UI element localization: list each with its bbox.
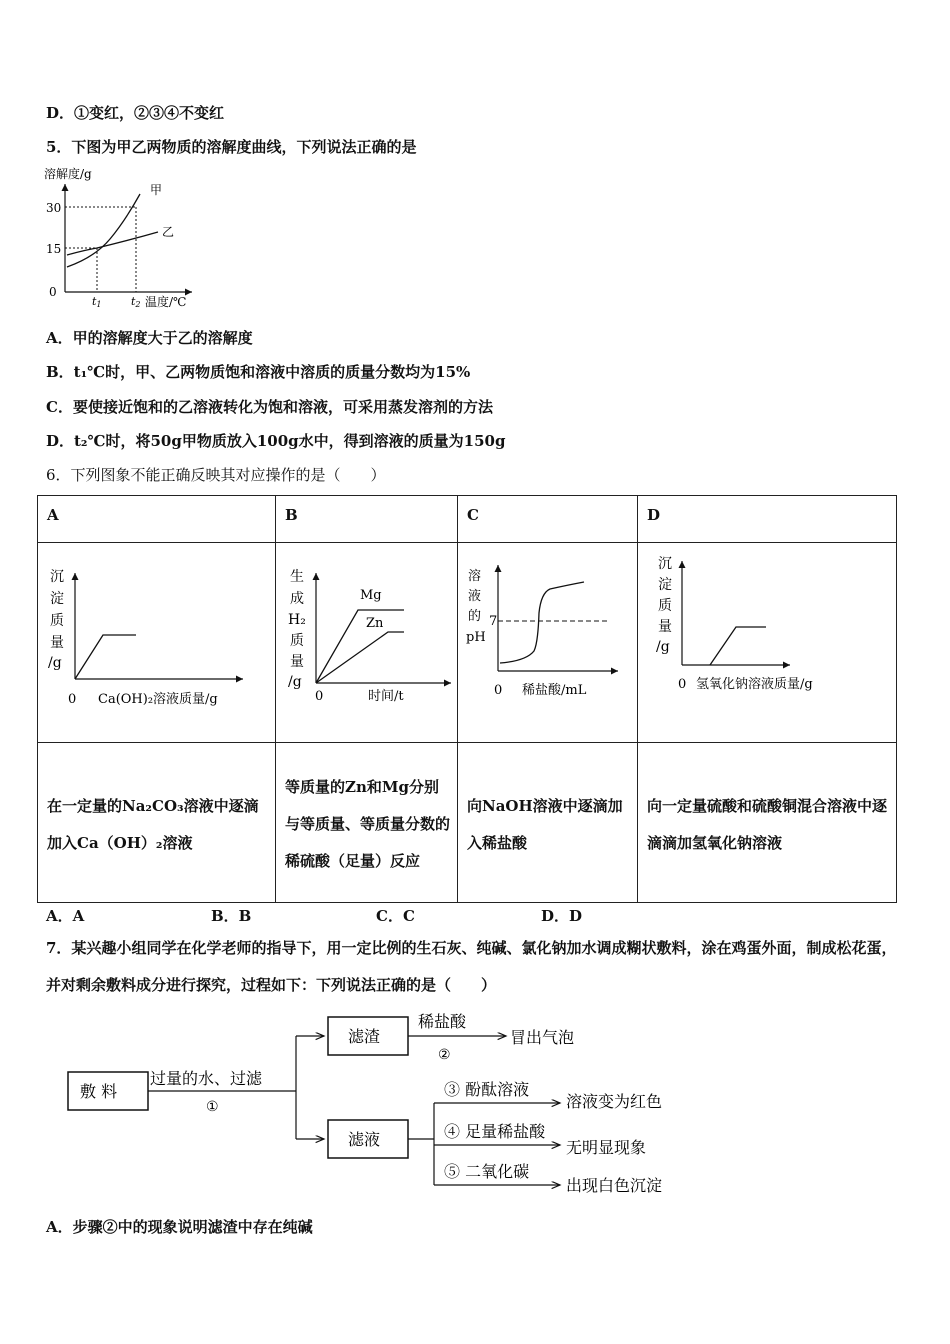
graph-c-origin: 0 — [494, 683, 503, 698]
svg-text:沉: 沉 — [658, 556, 672, 572]
origin-label: 0 — [49, 285, 57, 299]
flow-result5: 出现白色沉淀 — [566, 1176, 663, 1195]
q6-header-d: D — [638, 496, 897, 543]
graph-c-curve — [500, 582, 584, 663]
flow-step1: 过量的水、过滤 — [150, 1069, 263, 1088]
q6-stem: 6．下列图象不能正确反映其对应操作的是（ ） — [46, 466, 386, 484]
q6-answer-d: D．D — [541, 907, 583, 925]
flow-step1-num: ① — [206, 1099, 219, 1115]
t2-label — [131, 295, 141, 309]
svg-text:/g: /g — [656, 639, 670, 655]
graph-d-xlabel: 氢氧化钠溶液质量/g — [696, 677, 813, 692]
flow-filtrate: 滤液 — [348, 1130, 381, 1149]
q5-option-a: A．甲的溶解度大于乙的溶解度 — [46, 329, 253, 347]
svg-text:H₂: H₂ — [288, 612, 306, 628]
t1-sub: 1 — [96, 300, 102, 309]
svg-text:/g: /g — [48, 655, 62, 671]
svg-text:淀: 淀 — [50, 591, 64, 607]
flow-source: 敷 料 — [80, 1082, 118, 1101]
graph-b — [276, 543, 456, 738]
graph-b-zn-line — [316, 632, 404, 683]
q4-option-d: D．①变红，②③④不变红 — [46, 104, 225, 122]
graph-a-xlabel: Ca(OH)₂溶液质量/g — [98, 692, 218, 707]
q6-header-b: B — [276, 496, 458, 543]
q6-answer-b: B．B — [211, 907, 252, 925]
graph-c-xlabel: 稀盐酸/mL — [522, 683, 587, 698]
q6-desc-b: 等质量的Zn和Mg分别与等质量、等质量分数的稀硫酸（足量）反应 — [276, 743, 458, 903]
flow-result3: 溶液变为红色 — [566, 1092, 663, 1111]
t2-sub: 2 — [135, 300, 141, 309]
q6-header-c: C — [458, 496, 638, 543]
solubility-ylabel: 溶解度/g — [44, 167, 92, 181]
graph-a-origin: 0 — [68, 692, 77, 707]
flow-residue: 滤渣 — [348, 1027, 381, 1046]
svg-text:液: 液 — [468, 589, 482, 604]
svg-text:质: 质 — [50, 613, 64, 629]
graph-b-xlabel: 时间/t — [368, 689, 404, 704]
flow-result2: 冒出气泡 — [510, 1028, 575, 1047]
flow-step3: ③ 酚酞溶液 — [444, 1080, 530, 1099]
q6-desc-c: 向NaOH溶液中逐滴加入稀盐酸 — [458, 743, 638, 903]
ytick-15: 15 — [46, 242, 62, 256]
graph-a-curve — [75, 635, 136, 679]
curve-jia — [67, 194, 140, 267]
svg-text:溶: 溶 — [468, 569, 482, 584]
q6-answer-c: C．C — [376, 907, 415, 925]
ytick-30: 30 — [46, 201, 62, 215]
flow-step4: ④ 足量稀盐酸 — [444, 1122, 546, 1141]
solubility-graph — [40, 162, 210, 312]
q7-stem: 7．某兴趣小组同学在化学老师的指导下，用一定比例的生石灰、纯碱、氯化钠加水调成糊状敷料，涂在鸡蛋外面，制成松花蛋，并对剩余敷料成分进行探究，过程如下：下列说法正确的是（ ） — [46, 939, 897, 994]
svg-text:质: 质 — [658, 598, 672, 614]
svg-text:/g: /g — [288, 674, 302, 690]
flow-result4: 无明显现象 — [566, 1138, 647, 1157]
graph-d — [638, 543, 895, 738]
flow-step2: 稀盐酸 — [418, 1012, 467, 1031]
curve-yi-label: 乙 — [162, 225, 175, 239]
graph-d-origin: 0 — [678, 677, 687, 692]
svg-text:的: 的 — [468, 609, 482, 624]
graph-b-origin: 0 — [315, 689, 324, 704]
svg-text:质: 质 — [290, 633, 304, 649]
flow-step2-num: ② — [438, 1047, 451, 1063]
q5-stem: 5．下图为甲乙两物质的溶解度曲线，下列说法正确的是 — [46, 138, 417, 156]
svg-text:量: 量 — [50, 635, 64, 651]
graph-b-mg-label: Mg — [360, 588, 382, 603]
t2-main: t — [131, 295, 136, 308]
graph-c — [458, 543, 636, 738]
svg-text:量: 量 — [658, 619, 672, 635]
q6-answer-a: A．A — [46, 907, 85, 925]
q6-table — [37, 495, 897, 903]
q7-option-a: A．步骤②中的现象说明滤渣中存在纯碱 — [46, 1218, 313, 1236]
graph-d-curve — [710, 627, 766, 665]
q5-option-c: C．要使接近饱和的乙溶液转化为饱和溶液，可采用蒸发溶剂的方法 — [46, 398, 493, 416]
svg-text:成: 成 — [290, 591, 304, 607]
svg-text:pH: pH — [466, 630, 486, 645]
svg-text:沉: 沉 — [50, 569, 64, 585]
q5-option-b: B．t₁℃时，甲、乙两物质饱和溶液中溶质的质量分数均为15% — [46, 363, 471, 381]
q6-header-a: A — [38, 496, 276, 543]
graph-b-mg-line — [316, 610, 404, 683]
curve-jia-label: 甲 — [150, 183, 163, 197]
svg-text:量: 量 — [290, 654, 304, 670]
solubility-xlabel: 温度/℃ — [145, 295, 187, 309]
svg-text:生: 生 — [290, 569, 304, 585]
q7-flowchart — [60, 1005, 710, 1205]
flow-step5: ⑤ 二氧化碳 — [444, 1162, 530, 1181]
svg-text:淀: 淀 — [658, 577, 672, 593]
graph-c-seven: 7 — [489, 614, 498, 629]
q5-option-d: D．t₂℃时，将50g甲物质放入100g水中，得到溶液的质量为150g — [46, 432, 506, 450]
graph-b-zn-label: Zn — [366, 616, 384, 631]
t1-main: t — [92, 295, 97, 308]
graph-a — [38, 543, 274, 738]
t1-label — [92, 295, 102, 309]
q6-desc-d: 向一定量硫酸和硫酸铜混合溶液中逐滴滴加氢氧化钠溶液 — [638, 743, 897, 903]
q6-desc-a: 在一定量的Na₂CO₃溶液中逐滴加入Ca（OH）₂溶液 — [38, 743, 276, 903]
